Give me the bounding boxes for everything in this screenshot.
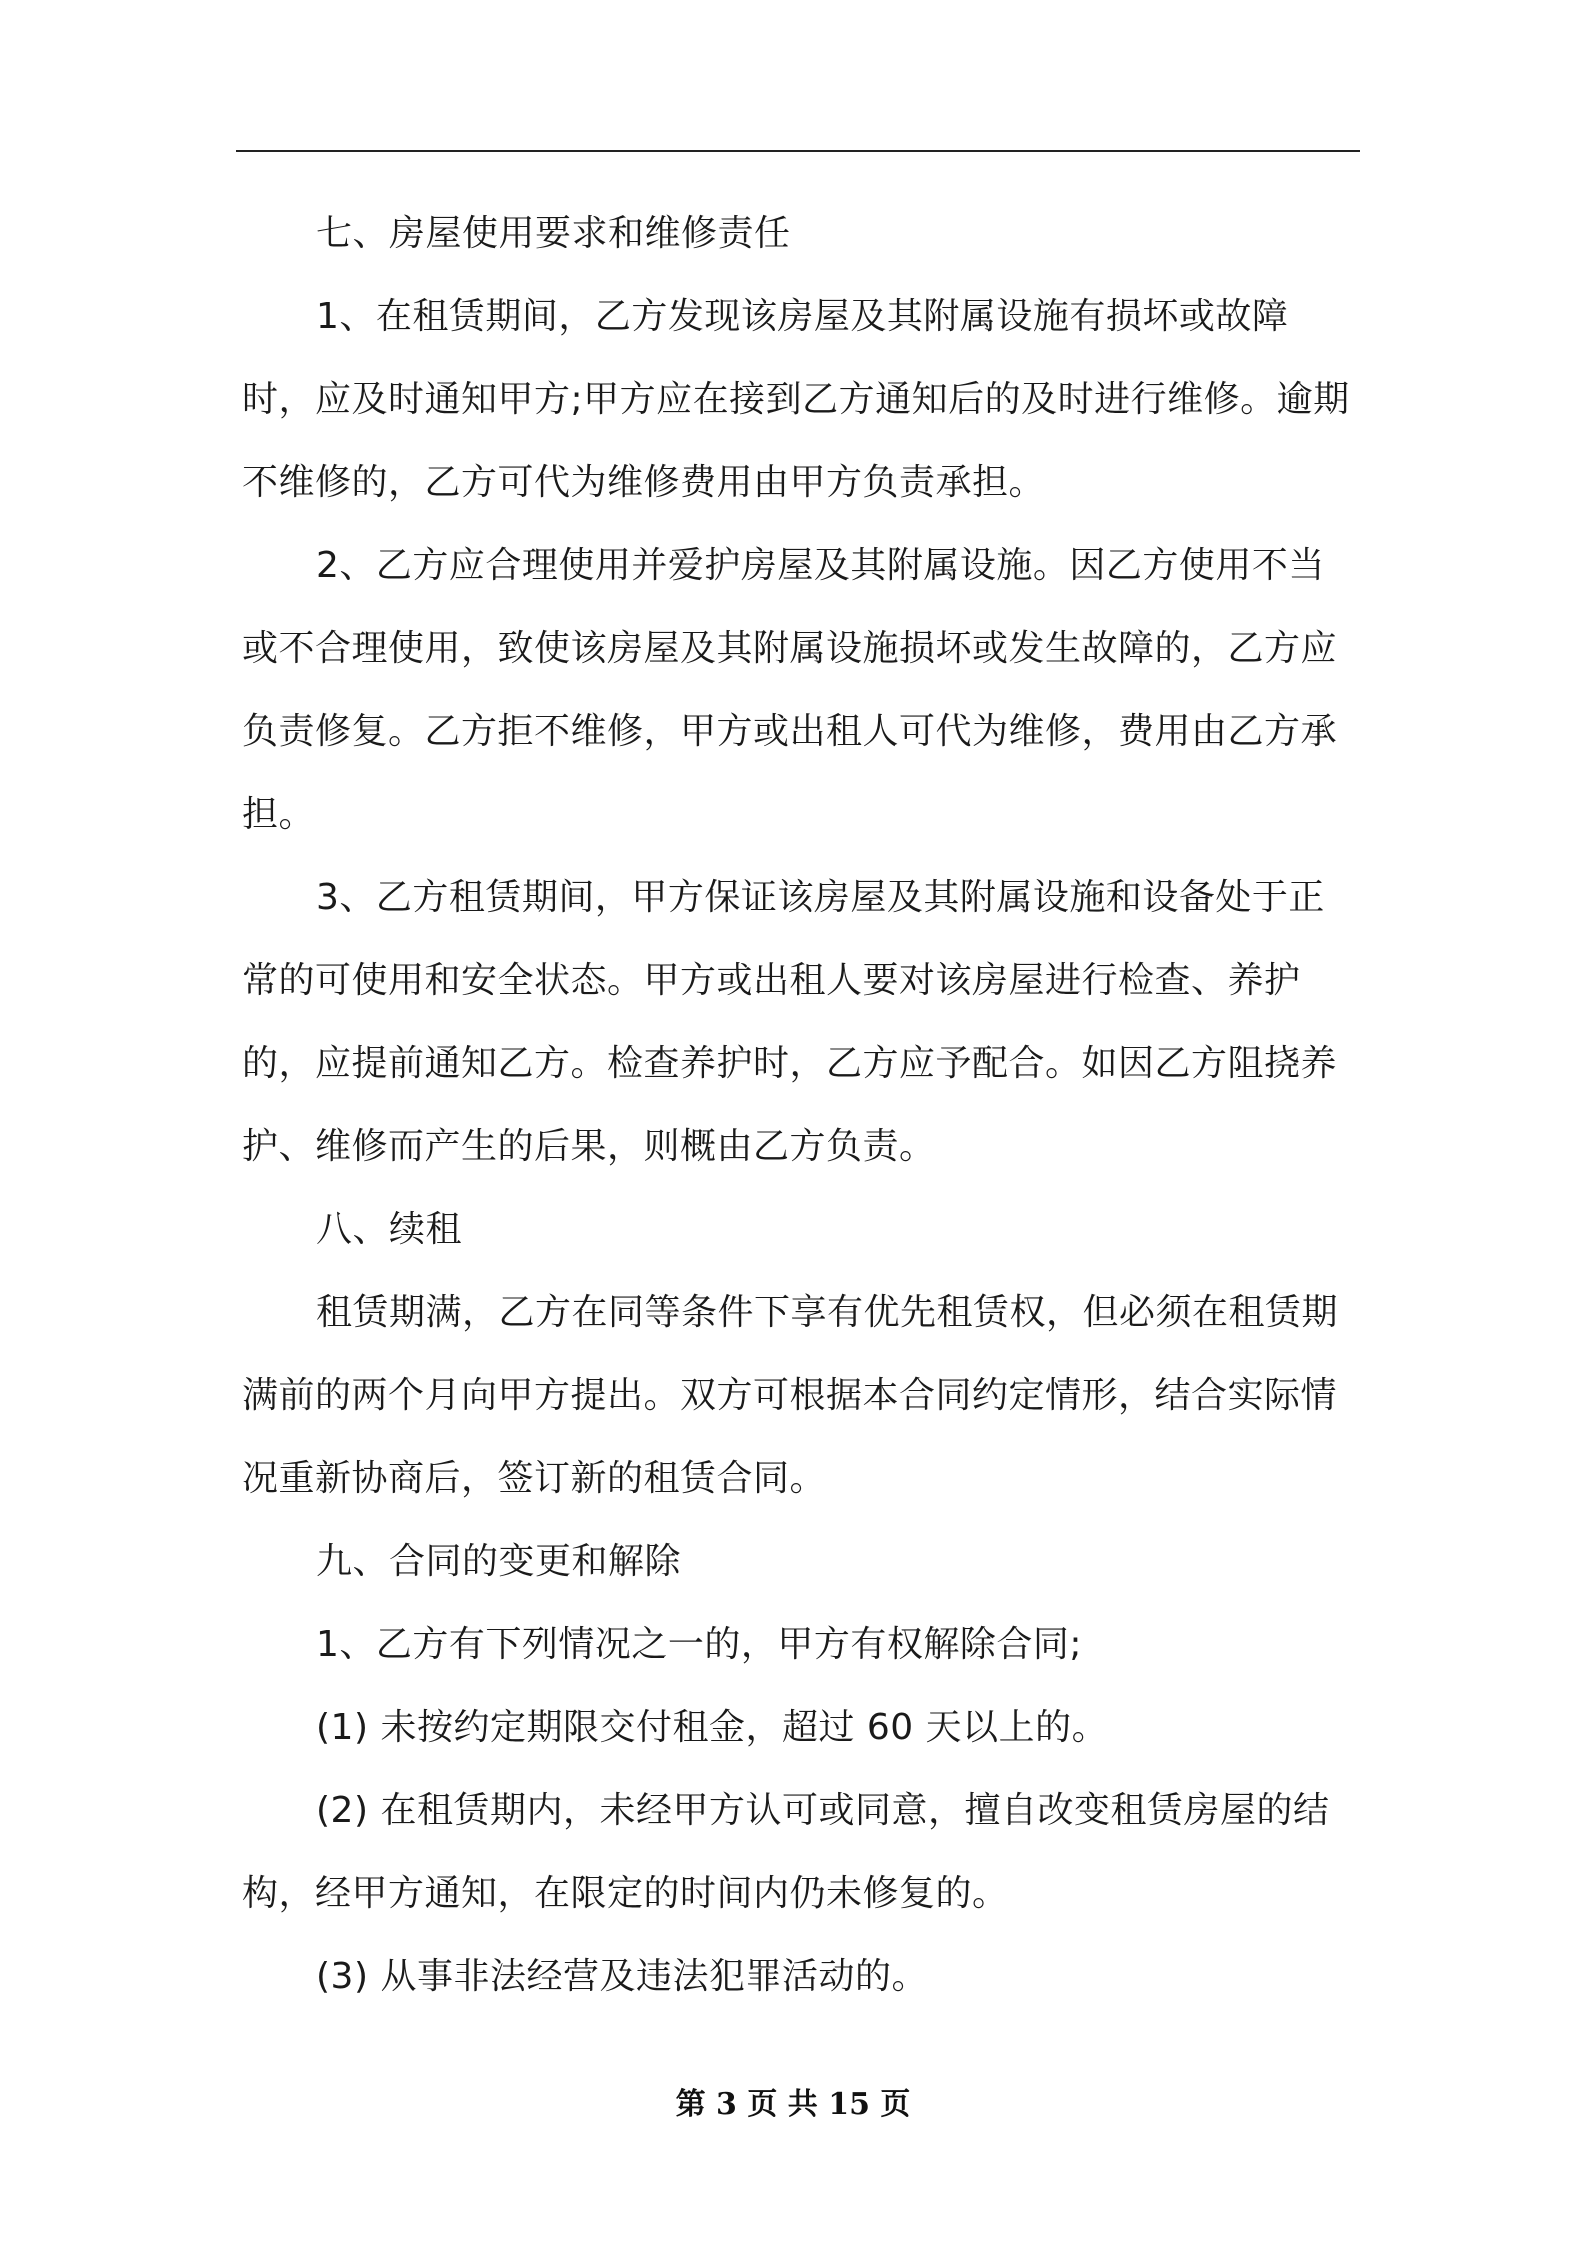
clause-9-1-item-1: (1) 未按约定期限交付租金，超过 60 天以上的。 [316,1707,1109,1748]
clause-7-2: 2、乙方应合理使用并爱护房屋及其附属设施。因乙方使用不当或不合理使用，致使该房屋及其附属设施损坏或发生故障的，乙方应负责修复。乙方拒不维修，甲方或出租人可代为维修，费用由乙方承担。 [242,545,1338,835]
page-number: 第 3 页 共 15 页 [675,2087,911,2122]
section-heading-9: 九、合同的变更和解除 [316,1541,682,1582]
document-body [242,192,1360,2018]
clause-9-1-item-2: (2) 在租赁期内，未经甲方认可或同意，擅自改变租赁房屋的结构，经甲方通知，在限定的时间内仍未修复的。 [242,1790,1330,1914]
section-heading-7: 七、房屋使用要求和维修责任 [316,213,791,254]
clause-7-3: 3、乙方租赁期间，甲方保证该房屋及其附属设施和设备处于正常的可使用和安全状态。甲方或出租人要对该房屋进行检查、养护的，应提前通知乙方。检查养护时，乙方应予配合。如因乙方阻挠养护、维修而产生的后果，则概由乙方负责。 [242,877,1338,1167]
clause-9-1: 1、乙方有下列情况之一的，甲方有权解除合同; [316,1624,1083,1665]
header-rule [236,150,1360,152]
clause-9-1-item-3: (3) 从事非法经营及违法犯罪活动的。 [316,1956,928,1997]
clause-7-1: 1、在租赁期间，乙方发现该房屋及其附属设施有损坏或故障时，应及时通知甲方;甲方应在接到乙方通知后的及时进行维修。逾期不维修的，乙方可代为维修费用由甲方负责承担。 [242,296,1350,503]
section-heading-8: 八、续租 [316,1209,463,1250]
clause-8: 租赁期满，乙方在同等条件下享有优先租赁权，但必须在租赁期满前的两个月向甲方提出。双方可根据本合同约定情形，结合实际情况重新协商后，签订新的租赁合同。 [242,1292,1339,1499]
